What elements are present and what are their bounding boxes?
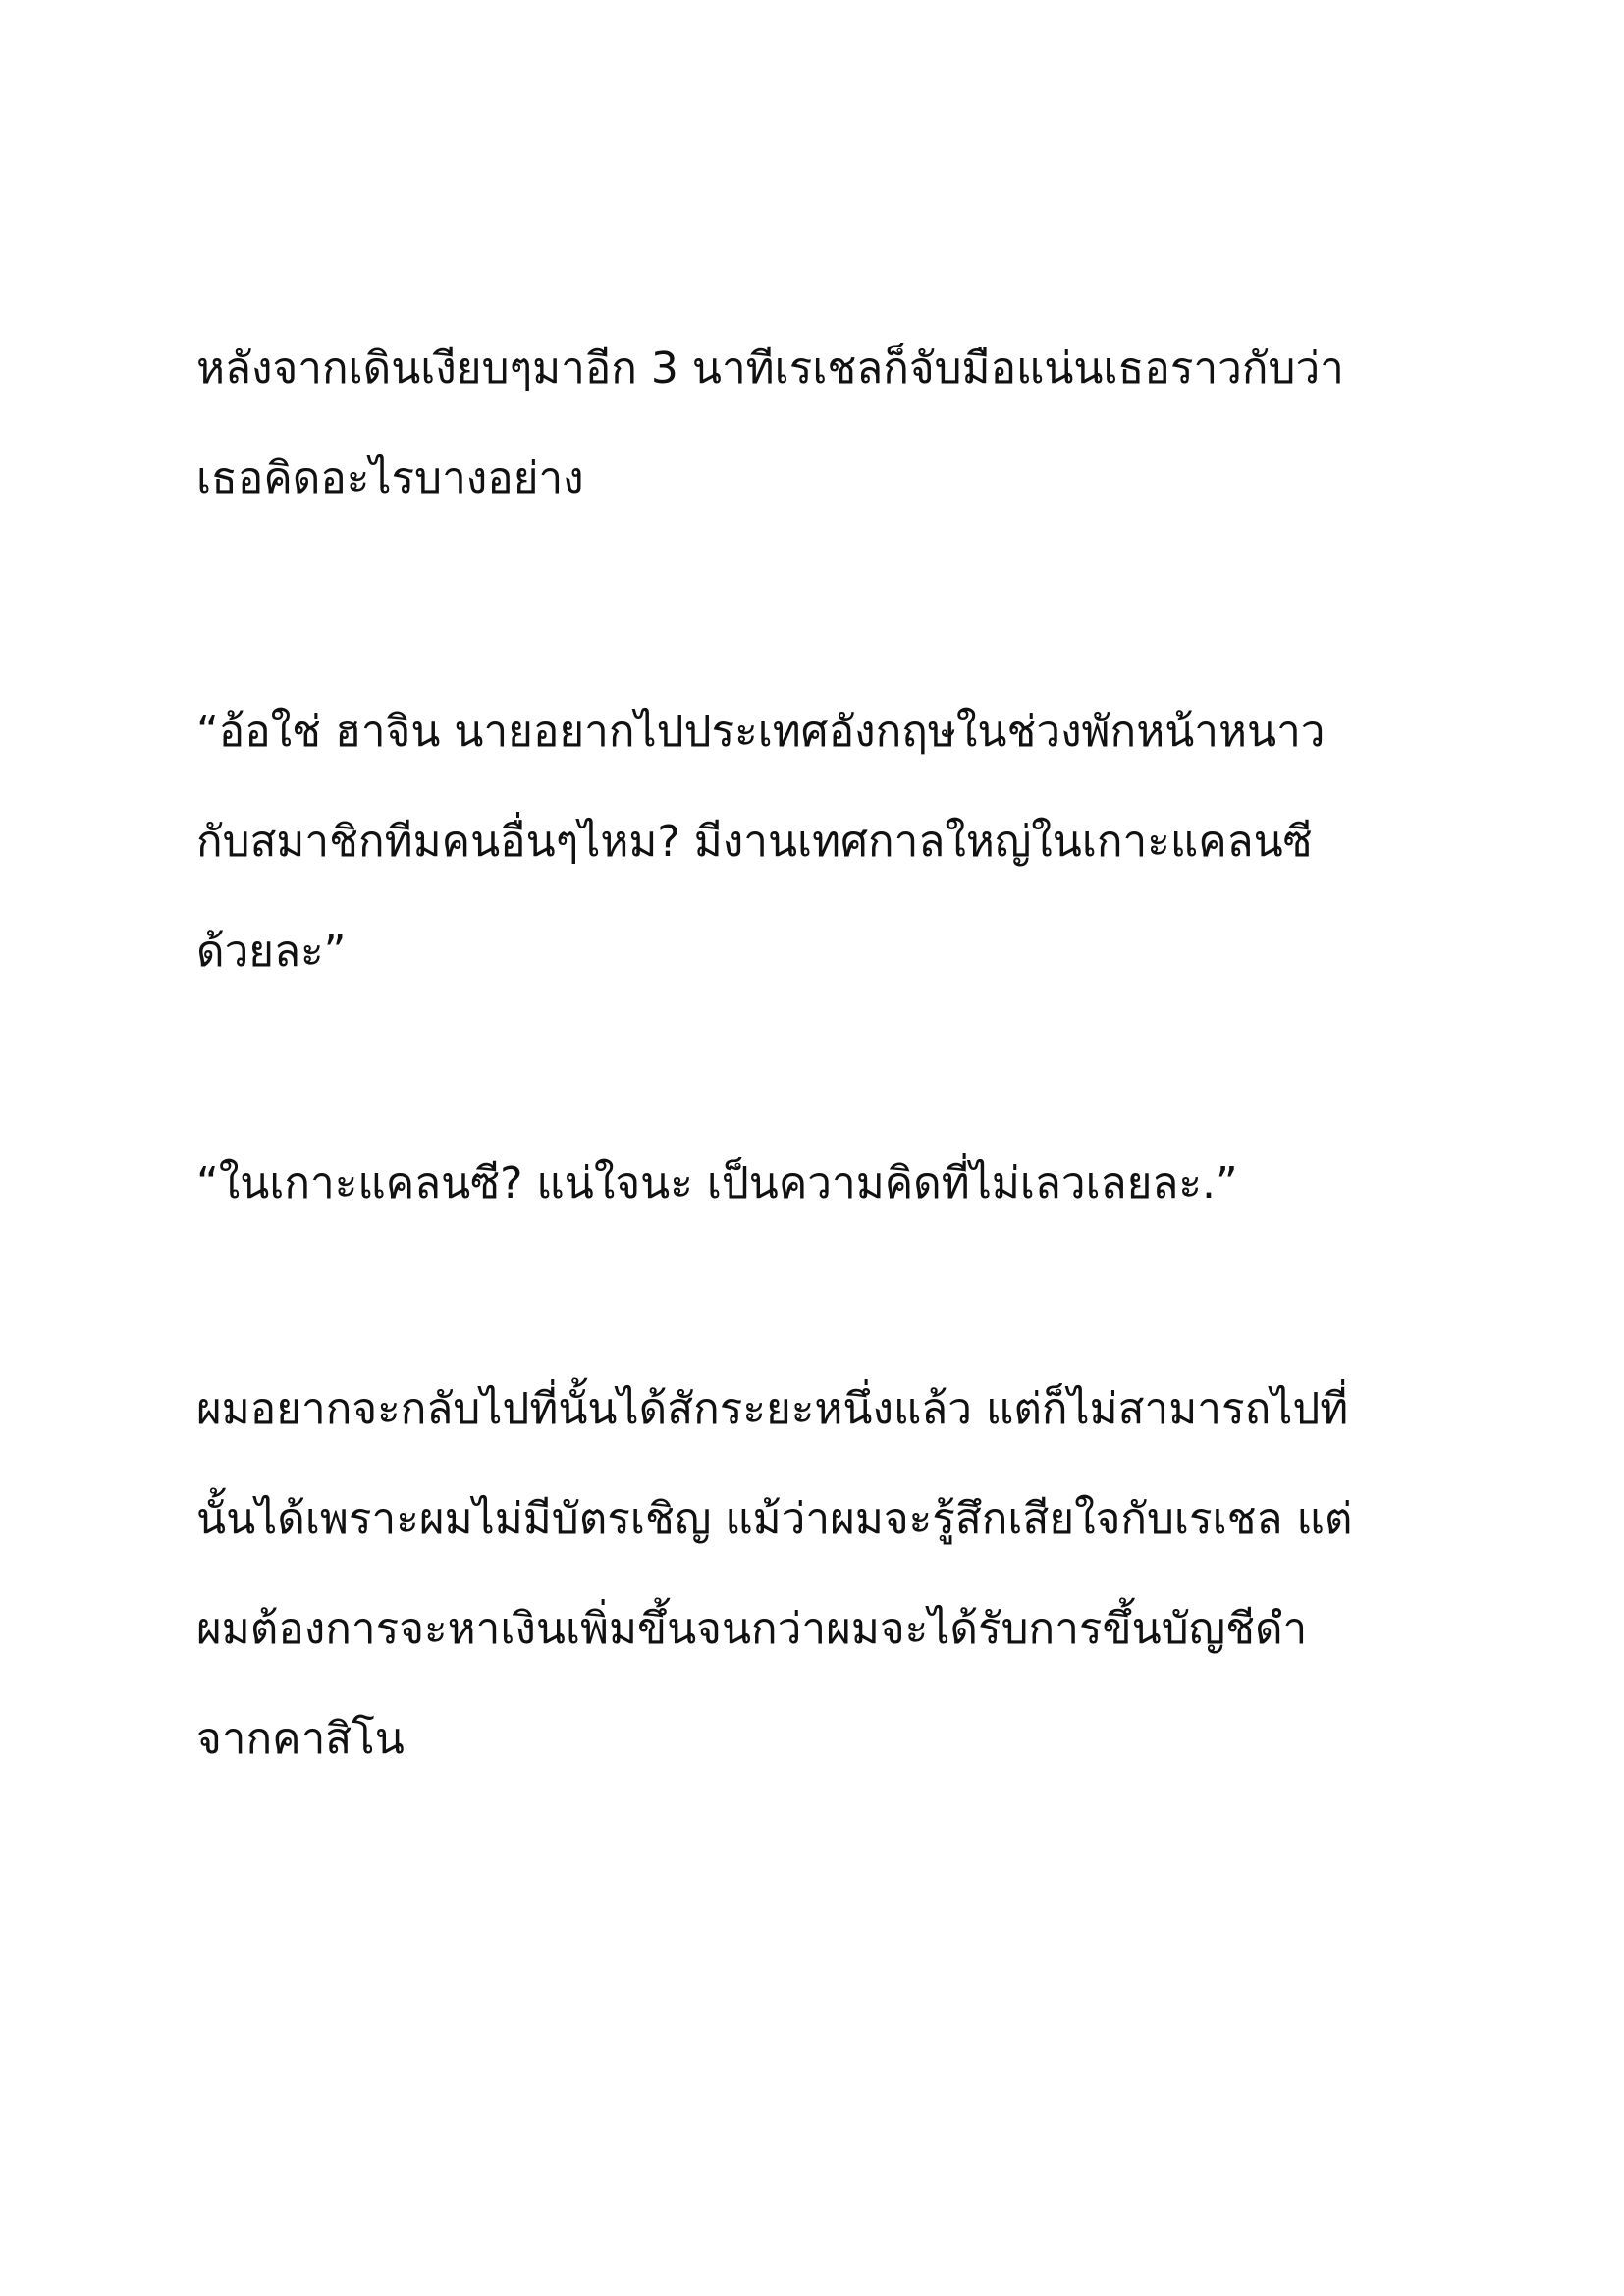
paragraph-dialogue-rachel bbox=[196, 677, 1434, 1007]
text-line: กับสมาชิกทีมคนอื่นๆไหม? มีงานเทศกาลใหญ่ในเกาะแคลนซี bbox=[196, 817, 1313, 867]
text-line: จากคาสิโน bbox=[196, 1714, 405, 1764]
paragraph-dialogue-reply bbox=[196, 1129, 1434, 1239]
text-line: หลังจากเดินเงียบๆมาอีก 3 นาทีเรเชลก็จับมือแน่นเธอราวกับว่า bbox=[196, 344, 1344, 394]
text-line: “อ้อใช่ ฮาจิน นายอยากไปประเทศอังกฤษในช่วงพักหน้าหนาว bbox=[196, 707, 1326, 757]
text-line: เธอคิดอะไรบางอย่าง bbox=[196, 454, 584, 504]
text-line: ผมต้องการจะหาเงินเพิ่มขึ้นจนกว่าผมจะได้รับการขึ้นบัญชีดำ bbox=[196, 1604, 1308, 1654]
paragraph-narration-1 bbox=[196, 314, 1434, 534]
text-line: “ในเกาะแคลนซี? แน่ใจนะ เป็นความคิดที่ไม่เลวเลยละ.” bbox=[196, 1158, 1238, 1208]
paragraph-narration-2 bbox=[196, 1355, 1434, 1794]
text-line: ด้วยละ” bbox=[196, 927, 347, 977]
text-line: ผมอยากจะกลับไปที่นั้นได้สักระยะหนึ่งแล้ว แต่ก็ไม่สามารถไปที่ bbox=[196, 1384, 1349, 1434]
text-line: นั้นได้เพราะผมไม่มีบัตรเชิญ แม้ว่าผมจะรู้สึกเสียใจกับเรเชล แต่ bbox=[196, 1494, 1353, 1544]
